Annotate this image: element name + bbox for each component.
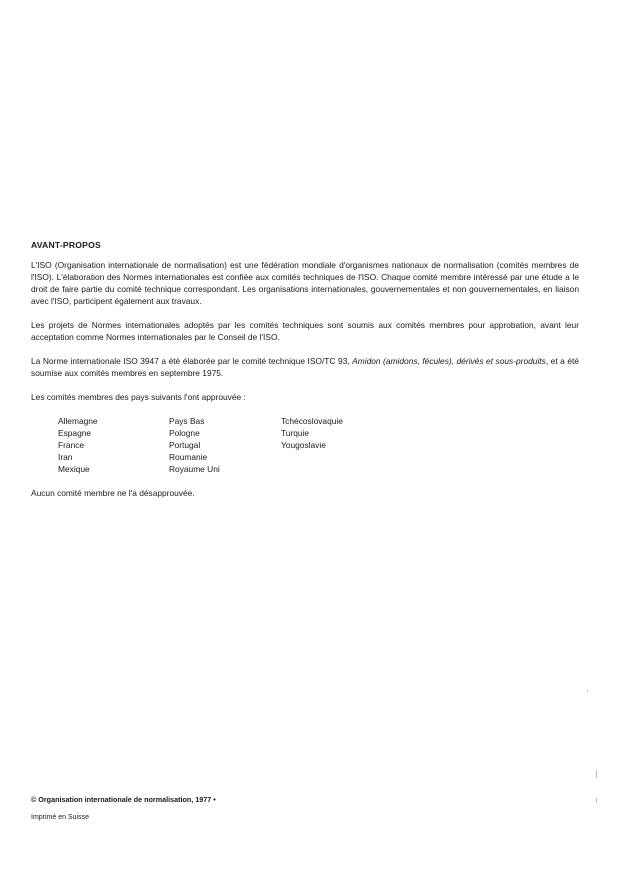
country-item: Royaume Uni — [169, 464, 220, 474]
scan-mark — [596, 770, 597, 778]
country-item: Yougoslavie — [281, 440, 326, 450]
scan-mark — [587, 690, 588, 692]
countries-column-3 — [281, 415, 401, 475]
country-item: Espagne — [58, 428, 92, 438]
country-item: Iran — [58, 452, 73, 462]
foreword-heading: AVANT-PROPOS — [31, 240, 101, 250]
foreword-paragraph-drafts: Les projets de Normes internationales adoptés par les comités techniques sont soumis aux comités membres pour approbation, avant leur acceptation comme Normes internationales par le Conseil de l'ISO. — [31, 320, 579, 342]
foreword-paragraph-standard — [31, 355, 579, 379]
standard-text-end: , et a été soumise aux comités membres en septembre 1975. — [31, 356, 579, 378]
country-item: Pays Bas — [169, 416, 205, 426]
committee-title: Amidon (amidons, fécules), dérivés et sous-produits — [352, 356, 546, 366]
printed-in-notice: Imprimé en Suisse — [31, 814, 89, 821]
country-item: France — [58, 440, 85, 450]
country-item: Turquie — [281, 428, 310, 438]
disapproval-statement: Aucun comité membre ne l'a désapprouvée. — [31, 488, 195, 498]
countries-column-1 — [58, 415, 169, 475]
approvals-intro: Les comités membres des pays suivants l'ont approuvée : — [31, 392, 246, 402]
country-item: Portugal — [169, 440, 201, 450]
foreword-paragraph-iso: L'ISO (Organisation internationale de normalisation) est une fédération mondiale d'organismes nationaux de normalisation (comités membres de l'ISO). L'élaboration des Normes internationales est confiée aux comités techniques de l'ISO. Chaque comité membre intéressé par une étude a le droit de faire partie du comité technique correspondant. Les organisations internationales, gouvernementales et non gouvernementales, en liaison avec l'ISO, participent également aux travaux. — [31, 260, 579, 306]
country-item: Allemagne — [58, 416, 98, 426]
scan-mark — [596, 798, 597, 803]
foreword-section — [31, 240, 579, 511]
country-item: Tchécoslovaquie — [281, 416, 343, 426]
country-item: Mexique — [58, 464, 90, 474]
copyright-notice: © Organisation internationale de normalisation, 1977 • — [31, 795, 216, 804]
standard-text-start: La Norme internationale ISO 3947 a été élaborée par le comité technique ISO/TC 93, — [31, 356, 353, 366]
country-item: Roumanie — [169, 452, 208, 462]
country-item: Pologne — [169, 428, 200, 438]
countries-list — [58, 415, 579, 475]
countries-column-2 — [169, 415, 281, 475]
